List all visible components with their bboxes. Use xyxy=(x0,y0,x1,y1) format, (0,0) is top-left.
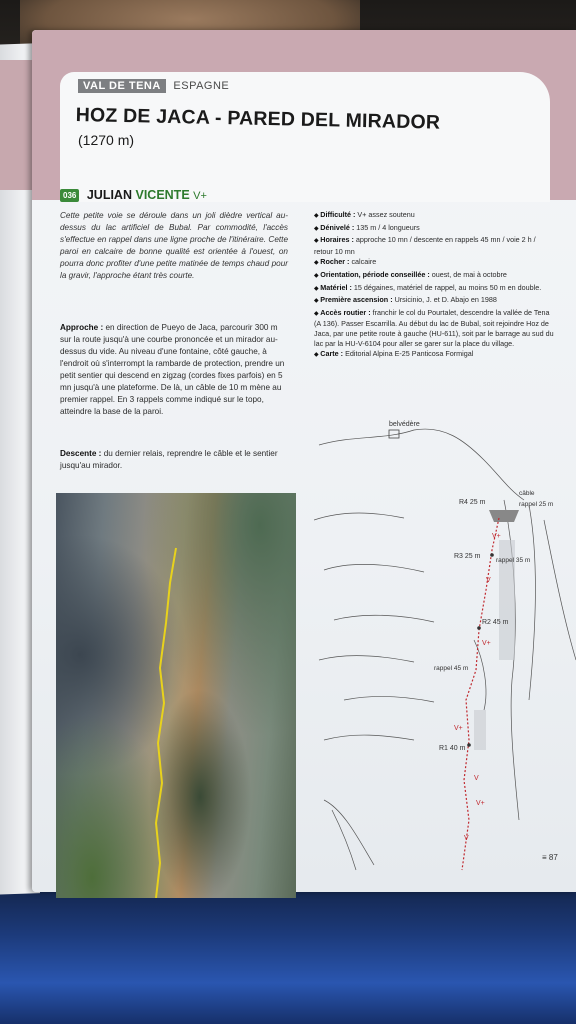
page-title: HOZ DE JACA - PARED DEL MIRADOR xyxy=(75,104,441,134)
grade-3: V+ xyxy=(482,640,491,647)
cliff-photo xyxy=(56,493,296,898)
route-number: 036 xyxy=(60,189,79,202)
route-intro xyxy=(60,210,288,282)
label-rappel-35: rappel 35 m xyxy=(496,557,531,564)
region-tag: VAL DE TENA xyxy=(78,79,166,93)
route-first-name: JULIAN xyxy=(86,188,132,202)
label-rappel-45: rappel 45 m xyxy=(434,665,469,672)
grade-2: V xyxy=(486,577,491,584)
grade-6: V+ xyxy=(476,800,485,807)
descent-label: Descente : xyxy=(60,449,102,458)
route-grade: V+ xyxy=(193,190,207,202)
grade-1: V+ xyxy=(492,533,501,540)
altitude: (1270 m) xyxy=(78,132,135,148)
descent-section xyxy=(60,448,288,472)
grade-5: V xyxy=(474,775,479,782)
region-label xyxy=(78,80,229,92)
approach-label: Approche : xyxy=(60,323,104,332)
info-item: ◆ Première ascension : Ursicinio, J. et D. Abajo en 1988 xyxy=(314,295,554,307)
info-list xyxy=(314,210,554,362)
approach-text: en direction de Pueyo de Jaca, parcourir 300 m sur la route jusqu'à une courbe prononcée et un mirador au-dessus du vide. Au niveau d'une fontaine, côté gauche, à l'endroit où s'interrompt la rambarde de protection, prendre un petit sentier qui descend en zigzag (cordes fixes parfois) en 5 mn jusqu'à une plateforme. De là, un câble de 10 m mène au premier rappel. En 3 rappels comme indiqué sur le topo, atteindre la base de la paroi. xyxy=(60,323,285,416)
slab-shade xyxy=(474,710,486,750)
intro-text: Cette petite voie se déroule dans un joli dièdre vertical au-dessus du lac artificiel de Bubal. Par commodité, l'accès s'effectue en rappel dans une ligne proche de l'itinéraire. Cette paroi en calcaire de bonne qualité est orientée à l'ouest, on pourra donc profiter d'une petite matinée de temps chaud pour la gravir, l'approche étant très courte. xyxy=(60,211,288,280)
label-belvedere: belvédère xyxy=(389,421,420,428)
anchor-r3 xyxy=(490,553,494,557)
label-r1: R1 40 m xyxy=(439,745,466,752)
approach-section xyxy=(60,322,288,418)
label-r3: R3 25 m xyxy=(454,553,481,560)
topo-drawing xyxy=(314,400,576,880)
route-surname: VICENTE xyxy=(135,188,190,202)
info-item: ◆ Dénivelé : 135 m / 4 longueurs xyxy=(314,223,554,235)
info-item: ◆ Difficulté : V+ assez soutenu xyxy=(314,210,554,222)
platform-icon xyxy=(489,510,519,522)
grade-7: V xyxy=(464,835,469,842)
book-page xyxy=(32,30,576,892)
descent-text: du dernier relais, reprendre le câble et le sentier jusqu'au mirador. xyxy=(60,449,278,470)
anchor-r2 xyxy=(477,626,481,630)
label-rappel-25: rappel 25 m xyxy=(519,501,554,508)
label-cable: câble xyxy=(519,490,535,497)
region-country: ESPAGNE xyxy=(173,80,230,92)
route-title xyxy=(60,188,207,202)
label-r4: R4 25 m xyxy=(459,499,486,506)
topo-route-line xyxy=(462,518,499,870)
anchor-r1 xyxy=(467,743,471,747)
grade-4: V+ xyxy=(454,725,463,732)
page-number: ≡ 87 xyxy=(542,853,558,862)
info-item: ◆ Rocher : calcaire xyxy=(314,257,554,269)
info-item: ◆ Accès routier : franchir le col du Pourtalet, descendre la vallée de Tena (A 136). Passer Escarrilla. Au début du lac de Bubal, soit rejoindre Hoz de Jaca, par une petite route à gauche (HU-611), soit par le barrage au sud du lac par la HU-V-6104 pour aller se garer sur la place du village. xyxy=(314,308,554,348)
label-r2: R2 45 m xyxy=(482,619,509,626)
photo-route-line xyxy=(56,493,296,898)
info-item: ◆ Orientation, période conseillée : ouest, de mai à octobre xyxy=(314,270,554,282)
info-item: ◆ Matériel : 15 dégaines, matériel de rappel, au moins 50 m en double. xyxy=(314,283,554,295)
info-item: ◆ Carte : Editorial Alpina E-25 Panticosa Formigal xyxy=(314,349,554,361)
info-item: ◆ Horaires : approche 10 mn / descente en rappels 45 mn / voie 2 h / retour 10 mn xyxy=(314,235,554,256)
